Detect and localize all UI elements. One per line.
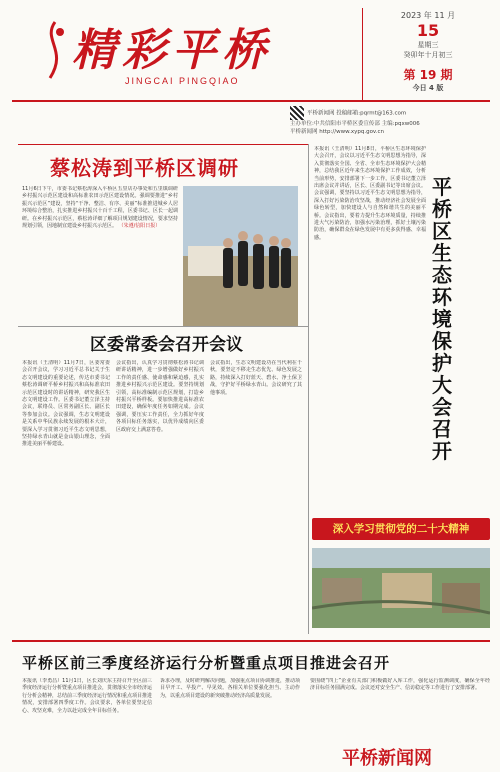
info-line-1 <box>290 106 490 120</box>
article1-lead <box>22 186 178 318</box>
article2-headline: 区委常委会召开会议 <box>90 335 243 355</box>
info-bar <box>290 106 490 136</box>
article1-top-rule <box>18 144 308 145</box>
info-line-4: 平桥新闻网 http://www.xypq.gov.cn <box>290 129 385 135</box>
article3-text: 本报讯（王清明）11月8日，平桥区生态环境保护大会召开，会议以习近平生态文明思想为指导，深入贯彻落实全国、全省、全市生态环境保护大会精神，总结我区近年来生态环境保护工作成效，分析当前形势，安排部署下一步工作。区委书记董立泽出席会议并讲话，区长、区委副书记等出席会议。会议强调，要坚持以习近平生态文明思想为指导，深入打好污染防治攻坚战，推动经济社会发展全面绿色转型，加快建设人与自然和谐共生的美丽平桥。会议指出，要着力提升生态环境质量，持续推进大气污染防治，加强水污染治理，抓好土壤污染防治，确保群众在绿色发展中有更多获得感、幸福感。 <box>314 146 426 241</box>
article4-col1: 本报讯（李勇昌）11月1日，区长刘庆东主持召开全区前三季度经济运行分析暨重点项目推进会，贯彻落实全市经济运行分析会精神，总结前三季度经济运行情况和重点项目推进情况，安排部署四季度工作。会议要求，各单位要坚定信心、攻坚克难，全力以赴完成全年目标任务。 <box>22 678 152 714</box>
article4-top-rule <box>12 640 490 642</box>
masthead-ornament <box>40 20 70 80</box>
article1-photo <box>183 186 298 326</box>
article4-col2: 诉求办理，及时研判解决问题，加强重点项目协调推进，推动项目早开工、早投产、早见效。各相关单位要强化担当、主动作为，以重点项目建设的新突破推动经济高质量发展。 <box>160 678 300 699</box>
article2-col3: 会议指出，生态文明建设功在当代利在千秋，要坚定不移走生态优先、绿色发展之路，持续深入打好蓝天、碧水、净土保卫战，守护好平桥绿水青山。会议研究了其他事项。 <box>210 360 302 396</box>
date-text: 2023 年 11 月 <box>400 11 456 20</box>
article2-col1: 本报讯（王清明）11月7日，区委常委会召开会议，学习习近平总书记关于生态文明建设的重要论述，传达市委书记蔡松涛调研平桥乡村振兴和高标准农田示范区建设时的讲话精神，研究我区生态文明建设工作。区委书记董立泽主持会议，联络员、区常务副区长、副区长等参加会议。会议强调，生态文明建设是关系中华民族永续发展的根本大计，要深入学习贯彻习近平生态文明思想，坚持绿水青山就是金山银山理念，全面推进美丽平桥建设。 <box>22 360 110 448</box>
article1-lead-text: 11月6日下午，市委书记蔡松涛深入平桥区五里店办事处和五里镇调研乡村振兴示范区建设和高标准农田示范区建设情况。强调要推进“乡村振兴示范区”建设，坚持“干净、整洁、有序、美丽”标准推进城乡人居环境综合整治，扎实推进乡村振兴十百千工程，区委书记、区长一起调研。在乡村振兴示范区，蔡松涛详细了解项目规划建设情况，要求坚持规划引领，因地制宜建设乡村振兴示范区。 <box>22 186 178 230</box>
campaign-banner: 深入学习贯彻党的二十大精神 <box>312 518 490 540</box>
lunar-date: 癸卯年十月初三 <box>403 51 453 59</box>
article2-col2: 会议指出，认真学习贯彻蔡松涛书记调研讲话精神，进一步增强做好乡村振兴工作的责任感、使命感和紧迫感，扎实推进乡村振兴示范区建设。要坚持规划引领，高标准编制示范区规划，打造乡村振兴平桥样板。要加快推进高标准农田建设，确保年度任务如期完成。会议强调，要压实工作责任，全力抓好年度各项目标任务落实，以优异成绩向区委区政府交上满意答卷。 <box>116 360 204 433</box>
article1-headline: 蔡松涛到平桥区调研 <box>50 156 239 180</box>
weekday: 星期三 <box>417 41 439 49</box>
footer-logo[interactable]: 平桥新闻网 <box>342 748 432 769</box>
article1-source: （朱遵/信阳日报） <box>118 223 161 230</box>
info-line-3: 主办单位:中共信阳市平桥区委宣传部 主编:pqxw006 <box>290 121 420 127</box>
article4-col3: 要围绕“四上”企业有关部门积极做好入库工作，强化运行监测调度，确保全年经济目标任务圆满完成。会议还对安全生产、信访稳定等工作进行了安排部署。 <box>310 678 490 692</box>
date-day: 15 <box>416 21 440 40</box>
site-name: 平桥新闻网 <box>307 110 335 117</box>
aerial-photo <box>312 548 490 628</box>
column-divider <box>308 144 309 634</box>
masthead-pinyin: JINGCAI PINGQIAO <box>125 76 240 86</box>
submission-email: 投稿邮箱:pqrmt@163.com <box>336 110 407 117</box>
article3-vertical-headline: 平桥区生态环境保护大会召开 <box>432 175 452 463</box>
edition-count: 今日 4 版 <box>412 84 444 92</box>
article4-headline: 平桥区前三季度经济运行分析暨重点项目推进会召开 <box>22 654 391 672</box>
date-block <box>362 8 493 100</box>
article1-bottom-rule <box>18 326 308 327</box>
issue-number: 第 19 期 <box>403 68 453 82</box>
masthead-title: 精彩平桥 <box>72 25 272 76</box>
masthead-rule <box>12 100 490 102</box>
qr-code-icon <box>290 106 304 120</box>
